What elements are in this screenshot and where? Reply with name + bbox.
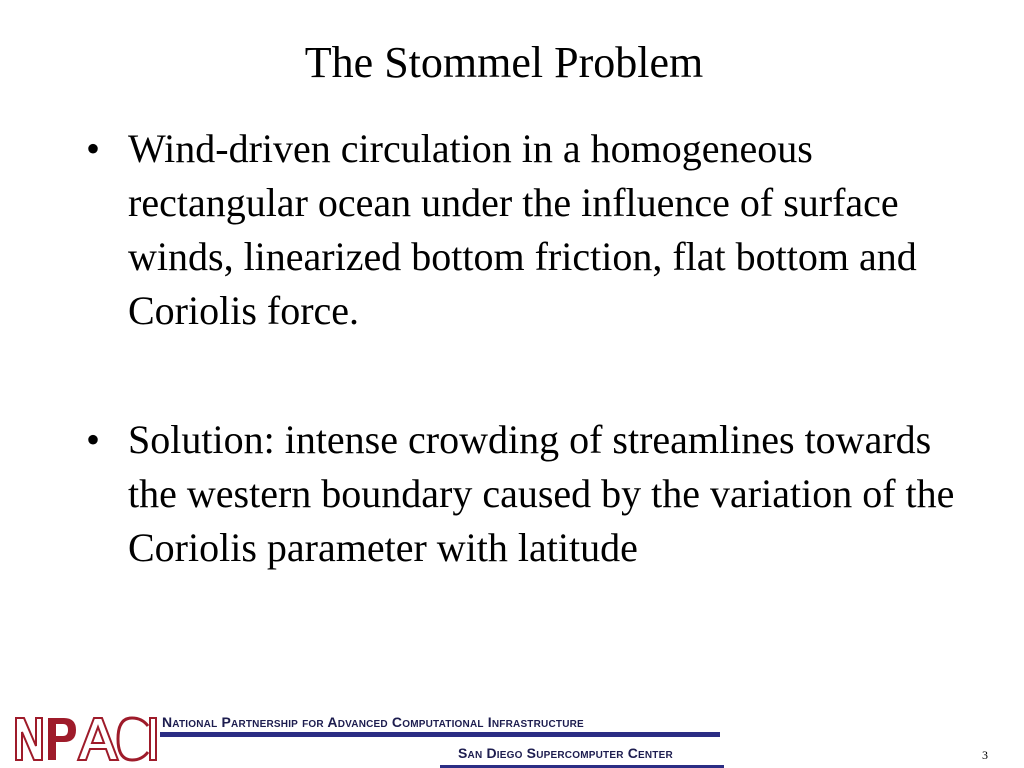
bullet-text: Wind-driven circulation in a homogeneous rectangular ocean under the influence of surface winds, linearized bottom friction, flat bottom and Coriolis force. <box>128 126 917 333</box>
slide-title: The Stommel Problem <box>304 38 704 87</box>
bullet-marker: • <box>86 417 101 462</box>
footer-center-name: San Diego Supercomputer Center <box>458 745 673 761</box>
footer-organization: National Partnership for Advanced Computational Infrastructure <box>162 714 584 730</box>
bullet-list <box>86 122 966 575</box>
bullet-marker: • <box>86 126 101 171</box>
footer-divider-top <box>160 732 720 737</box>
bullet-text: Solution: intense crowding of streamlines towards the western boundary caused by the variation of the Coriolis parameter with latitude <box>128 417 955 570</box>
bullet-item <box>86 122 966 338</box>
bullet-item <box>86 413 966 575</box>
page-number: 3 <box>982 748 988 762</box>
npaci-logo <box>14 712 158 762</box>
